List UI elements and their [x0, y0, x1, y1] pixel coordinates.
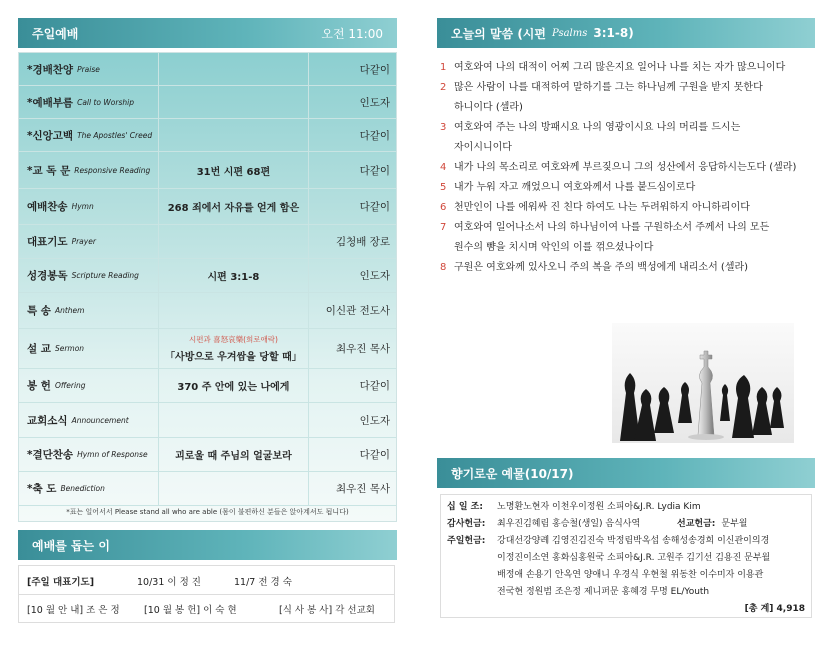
sunday-names-2: 이정진이소연 홍화심홍원국 소피아&J.R. 고원주 김기선 김용진 문부월 [497, 553, 771, 563]
service-item [19, 225, 159, 258]
service-detail-text: 「사방으로 우겨쌈을 당할 때」 [165, 352, 302, 363]
service-detail [159, 53, 310, 85]
service-detail-text: 괴로울 때 주님의 얼굴보라 [175, 451, 292, 462]
service-detail [159, 189, 310, 224]
service-leader: 김청배 장로 [335, 236, 390, 248]
sunday-names-1: 강대선강양례 김영진김진숙 박정림박옥섭 송해성송경희 이신관이의경 [497, 536, 770, 546]
service-detail [159, 293, 310, 328]
service-item [19, 259, 159, 292]
verse-text: 내가 누워 자고 깨었으니 여호와께서 나를 붙드심이로다 [454, 182, 696, 193]
service-leader: 다같이 [359, 380, 390, 392]
helpers-prayer-1: 10/31 이 정 진 [137, 577, 201, 588]
helpers-table [18, 565, 395, 623]
verse-number: 2 [440, 82, 447, 93]
scripture-header [437, 18, 815, 48]
helpers-usher: [10 월 안 내] 조 은 정 [27, 605, 120, 616]
verse-text: 내가 나의 목소리로 여호와께 부르짖으니 그의 성산에서 응답하시는도다 (셀라) [454, 162, 797, 173]
service-detail [159, 119, 310, 151]
service-leader: 다같이 [359, 129, 390, 142]
service-time: 오전 11:00 [321, 26, 383, 41]
verse-text: 천만인이 나를 에워싸 진 친다 하여도 나는 두려워하지 아니하리이다 [454, 202, 750, 213]
verse-line [440, 78, 820, 98]
service-item-en: Sermon [54, 344, 85, 353]
service-item-en: Praise [77, 64, 100, 74]
scripture-en: Psalms [552, 27, 588, 39]
service-item-ko: *신앙고백 [27, 129, 74, 142]
service-row [19, 189, 396, 225]
service-item-en: Hymn of Response [77, 450, 148, 459]
verse-line [440, 238, 820, 258]
service-leader: 인도자 [359, 270, 390, 282]
service-item-en: Anthem [54, 306, 85, 315]
verse-number: 1 [440, 62, 447, 73]
service-row [19, 369, 396, 403]
verse-line [440, 138, 820, 158]
service-row [19, 86, 396, 119]
service-detail [159, 259, 310, 292]
service-leader: 다같이 [359, 449, 390, 461]
verse-number: 4 [440, 162, 447, 173]
service-item-en: Offering [54, 381, 86, 390]
service-detail-text: 시편 3:1-8 [207, 272, 260, 283]
service-leader: 최우진 목사 [335, 483, 390, 495]
verse-text: 구원은 여호와께 있사오니 주의 복을 주의 백성에게 내리소서 (셀라) [454, 262, 749, 273]
verse-number [440, 98, 454, 118]
service-item-ko: *교 독 문 [27, 164, 71, 177]
service-row [19, 403, 396, 438]
service-detail-text: 268 죄에서 자유를 얻게 함은 [167, 203, 300, 214]
verse-line [440, 118, 820, 138]
verse-line [440, 198, 820, 218]
service-item-en: Announcement [71, 415, 129, 425]
service-item [19, 438, 159, 471]
service-item-ko: *결단찬송 [27, 449, 74, 461]
service-item [19, 152, 159, 188]
service-item-en: Prayer [71, 237, 96, 246]
service-item [19, 53, 159, 85]
verse-text: 여호와여 일어나소서 나의 하나님이여 나를 구원하소서 주께서 나의 모든 [454, 222, 770, 233]
verse-line [440, 218, 820, 238]
verse-number: 5 [440, 182, 447, 193]
service-item [19, 403, 159, 437]
order-of-service [18, 52, 397, 522]
service-item [19, 293, 159, 328]
service-item-ko: 대표기도 [27, 236, 68, 248]
helpers-title: 예배를 돕는 이 [32, 538, 110, 553]
service-item-ko: *예배부름 [27, 96, 74, 109]
service-item-ko: *경배찬양 [27, 63, 74, 76]
tithe-names: 노명환노현자 이천우이정원 소피아&J.R. Lydia Kim [497, 502, 701, 512]
scripture-verses [440, 58, 820, 278]
service-item-en: Call to Worship [77, 97, 134, 107]
service-item-ko: 성경봉독 [27, 270, 68, 282]
service-item [19, 189, 159, 224]
offering-total: [총 계] 4,918 [744, 604, 805, 614]
service-row [19, 472, 396, 506]
sunday-label: 주일헌금: [447, 536, 486, 546]
service-item-en: Hymn [71, 202, 94, 211]
service-detail-text: 31번 시편 68편 [196, 166, 271, 178]
verse-number: 6 [440, 202, 447, 213]
scripture-ref: 3:1-8) [593, 26, 634, 40]
sunday-names-4: 전국현 정원범 조은정 제니퍼문 홍혜경 무명 EL/Youth [497, 587, 710, 597]
service-row [19, 53, 396, 86]
service-leader: 다같이 [359, 164, 390, 177]
service-title: 주일예배 [32, 26, 79, 41]
service-item [19, 369, 159, 402]
service-detail [159, 403, 310, 437]
helpers-meal: [식 사 봉 사] 각 선교회 [279, 605, 375, 616]
offering-list [440, 494, 812, 618]
service-item-ko: 특 송 [27, 305, 51, 317]
thanks-label: 감사헌금: [447, 519, 486, 529]
sermon-series: 시편과 喜怒哀樂(희로애락) [188, 335, 278, 344]
verse-number: 8 [440, 262, 447, 273]
verse-number [440, 238, 454, 258]
service-item-en: Benediction [60, 484, 105, 493]
tithe-label: 십 일 조: [447, 502, 483, 512]
service-row [19, 293, 396, 329]
service-row [19, 225, 396, 259]
verse-text: 여호와여 나의 대적이 어찌 그리 많은지요 일어나 나를 치는 자가 많으니이다 [454, 62, 786, 73]
offering-header [437, 458, 815, 488]
mission-label: 선교헌금: [677, 519, 716, 529]
service-detail [159, 472, 310, 505]
service-detail-text: 370 주 안에 있는 나에게 [177, 382, 290, 393]
service-item [19, 329, 159, 368]
service-leader: 인도자 [359, 96, 390, 109]
scripture-title: 오늘의 말씀 (시편 [451, 26, 546, 41]
chess-image [612, 323, 794, 443]
service-row [19, 152, 396, 189]
service-item-ko: 예배찬송 [27, 201, 68, 213]
helpers-offering: [10 월 봉 헌] 이 숙 현 [144, 605, 237, 616]
verse-line [440, 258, 820, 278]
service-row [19, 438, 396, 472]
service-item [19, 472, 159, 505]
verse-line [440, 158, 820, 178]
verse-text: 자이시니이다 [454, 142, 512, 153]
mission-names: 문부월 [721, 519, 748, 529]
verse-line [440, 58, 820, 78]
verse-number: 3 [440, 122, 447, 133]
service-row [19, 259, 396, 293]
service-detail [159, 438, 310, 471]
service-item-en: The Apostles' Creed [77, 130, 153, 140]
service-leader: 다같이 [359, 63, 390, 76]
service-item-ko: 봉 헌 [27, 380, 51, 392]
verse-text: 여호와여 주는 나의 방패시요 나의 영광이시요 나의 머리를 드시는 [454, 122, 741, 133]
service-item-en: Scripture Reading [71, 271, 139, 280]
stand-note: *표는 일어서서 Please stand all who are able (몸이 불편하신 분들은 앉아계셔도 됩니다) [66, 508, 349, 516]
service-detail [159, 86, 310, 118]
service-item [19, 86, 159, 118]
service-detail [159, 225, 310, 258]
service-item-en: Responsive Reading [74, 165, 151, 175]
service-row [19, 119, 396, 152]
verse-text: 하니이다 (셀라) [454, 102, 523, 113]
verse-number: 7 [440, 222, 447, 233]
service-detail [159, 152, 310, 188]
service-item-ko: 설 교 [27, 343, 51, 355]
verse-text: 많은 사람이 나를 대적하여 말하기를 그는 하나님께 구원을 받지 못한다 [454, 82, 763, 93]
thanks-names: 최우진김혜림 홍승철(생일) 음식사역 [497, 519, 641, 529]
verse-line [440, 98, 820, 118]
service-header [18, 18, 397, 48]
service-detail [159, 329, 310, 368]
service-leader: 최우진 목사 [335, 343, 390, 355]
service-item-ko: *축 도 [27, 483, 57, 495]
service-leader: 인도자 [359, 414, 390, 427]
offering-title: 향기로운 예물(10/17) [451, 466, 574, 481]
service-detail [159, 369, 310, 402]
service-leader: 이신관 전도사 [325, 305, 390, 317]
helpers-prayer-label: [주일 대표기도] [27, 577, 95, 588]
service-item-ko: 교회소식 [27, 414, 68, 427]
service-row [19, 329, 396, 369]
service-item [19, 119, 159, 151]
sunday-names-3: 배정애 손용기 안옥연 양애니 우경식 우현철 위동찬 이수미자 이용관 [497, 570, 764, 580]
verse-number [440, 138, 454, 158]
verse-text: 원수의 뺨을 치시며 악인의 이를 꺾으셨나이다 [454, 242, 654, 253]
verse-line [440, 178, 820, 198]
helpers-prayer-2: 11/7 전 경 숙 [234, 577, 292, 588]
service-leader: 다같이 [359, 201, 390, 213]
helpers-header [18, 530, 397, 560]
